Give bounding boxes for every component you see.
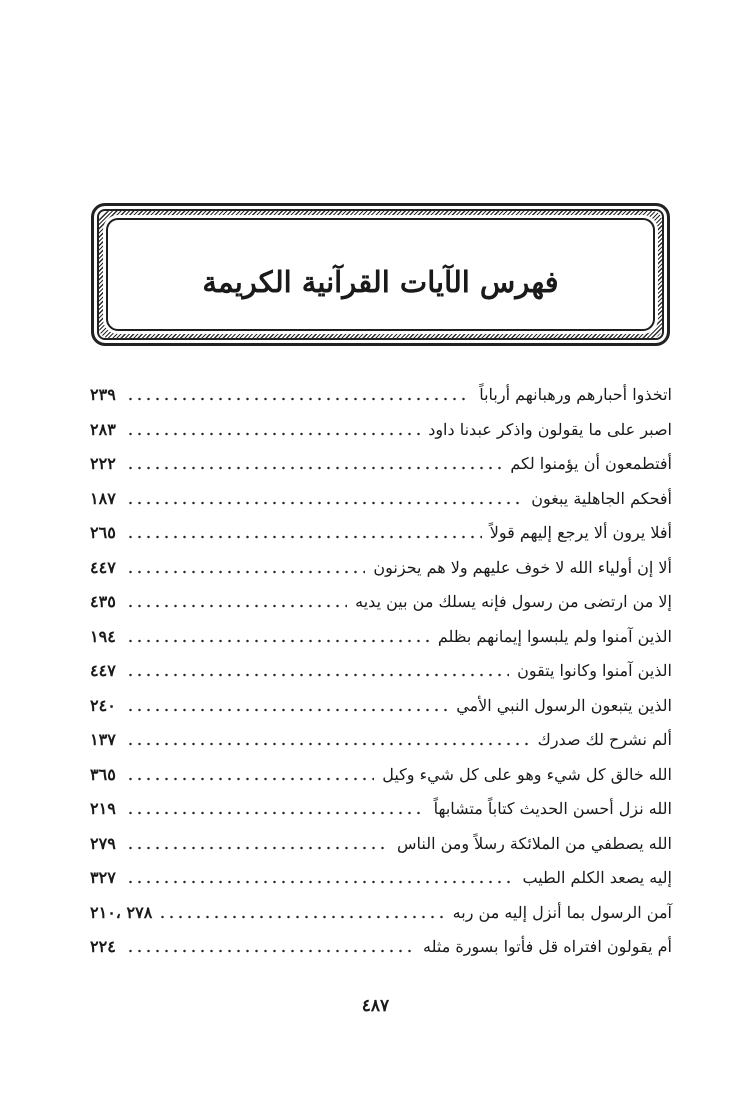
dot-leader <box>126 697 448 713</box>
dot-leader <box>126 938 415 954</box>
verse-index-list <box>90 384 672 971</box>
page-reference: ١٨٧ <box>90 488 116 508</box>
verse-text: إلا من ارتضى من رسول فإنه يسلك من بين يديه <box>355 592 672 611</box>
dot-leader <box>158 904 444 920</box>
page-reference: ٤٤٧ <box>90 661 116 680</box>
page-reference: ١٣٧ <box>90 730 116 749</box>
dot-leader <box>126 662 509 678</box>
index-entry <box>90 936 672 971</box>
page-reference: ٣٦٥ <box>90 764 116 784</box>
index-entry <box>90 488 672 523</box>
verse-text: أفتطمعون أن يؤمنوا لكم <box>510 454 672 473</box>
verse-text: الذين آمنوا ولم يلبسوا إيمانهم بظلم <box>437 626 672 646</box>
index-entry <box>90 833 672 868</box>
dot-leader <box>126 593 347 609</box>
verse-text: الذين يتبعون الرسول النبي الأمي <box>456 695 672 715</box>
verse-text: إليه يصعد الكلم الطيب <box>522 868 672 887</box>
page-reference: ١٩٤ <box>90 626 116 646</box>
index-entry <box>90 591 672 626</box>
page-reference: ٢٤٠ <box>90 695 116 715</box>
dot-leader <box>126 731 530 747</box>
index-entry <box>90 419 672 454</box>
page-reference: ٢٧٨ ،٢١٠ <box>90 902 153 922</box>
index-entry <box>90 798 672 833</box>
verse-text: الذين آمنوا وكانوا يتقون <box>517 661 672 680</box>
index-entry <box>90 557 672 592</box>
verse-text: ألا إن أولياء الله لا خوف عليهم ولا هم يحزنون <box>373 557 672 577</box>
verse-text: الله نزل أحسن الحديث كتاباً متشابهاً <box>433 799 672 818</box>
page-reference: ٢٣٩ <box>90 385 116 404</box>
page-title: فهرس الآيات القرآنية الكريمة <box>202 265 559 299</box>
dot-leader <box>126 524 482 540</box>
verse-text: أم يقولون افتراه قل فأتوا بسورة مثله <box>423 937 672 956</box>
index-entry <box>90 764 672 799</box>
verse-text: الله خالق كل شيء وهو على كل شيء وكيل <box>382 764 672 784</box>
dot-leader <box>126 628 430 644</box>
index-entry <box>90 522 672 557</box>
index-entry <box>90 902 672 937</box>
page-reference: ٢١٩ <box>90 799 116 818</box>
index-entry <box>90 384 672 419</box>
page-reference: ٣٢٧ <box>90 868 116 887</box>
page-number: ٤٨٧ <box>361 996 390 1016</box>
dot-leader <box>126 800 426 816</box>
index-entry <box>90 695 672 730</box>
page-reference: ٤٤٧ <box>90 557 116 577</box>
dot-leader <box>126 386 471 402</box>
index-entry <box>90 867 672 902</box>
title-box <box>106 218 655 331</box>
index-entry <box>90 729 672 764</box>
page-reference: ٢٧٩ <box>90 833 116 853</box>
page-reference: ٢٢٤ <box>90 937 116 956</box>
dot-leader <box>126 455 502 471</box>
index-entry <box>90 626 672 661</box>
page-reference: ٢٦٥ <box>90 523 116 542</box>
page-reference: ٢٢٢ <box>90 454 116 473</box>
verse-text: أفلا يرون ألا يرجع إليهم قولاً <box>489 523 672 542</box>
verse-text: ألم نشرح لك صدرك <box>537 730 672 749</box>
dot-leader <box>126 421 420 437</box>
verse-text: آمن الرسول بما أنزل إليه من ربه <box>452 902 672 922</box>
verse-text: أفحكم الجاهلية يبغون <box>531 488 672 508</box>
dot-leader <box>126 869 514 885</box>
page-reference: ٤٣٥ <box>90 592 116 611</box>
index-entry <box>90 660 672 695</box>
index-entry <box>90 453 672 488</box>
title-frame <box>91 203 670 346</box>
dot-leader <box>126 766 374 782</box>
verse-text: الله يصطفي من الملائكة رسلاً ومن الناس <box>396 833 672 853</box>
dot-leader <box>126 835 389 851</box>
page-reference: ٢٨٣ <box>90 419 116 439</box>
dot-leader <box>126 559 365 575</box>
verse-text: اصبر على ما يقولون واذكر عبدنا داود <box>428 419 672 439</box>
dot-leader <box>126 490 523 506</box>
verse-text: اتخذوا أحبارهم ورهبانهم أرباباً <box>479 385 672 404</box>
